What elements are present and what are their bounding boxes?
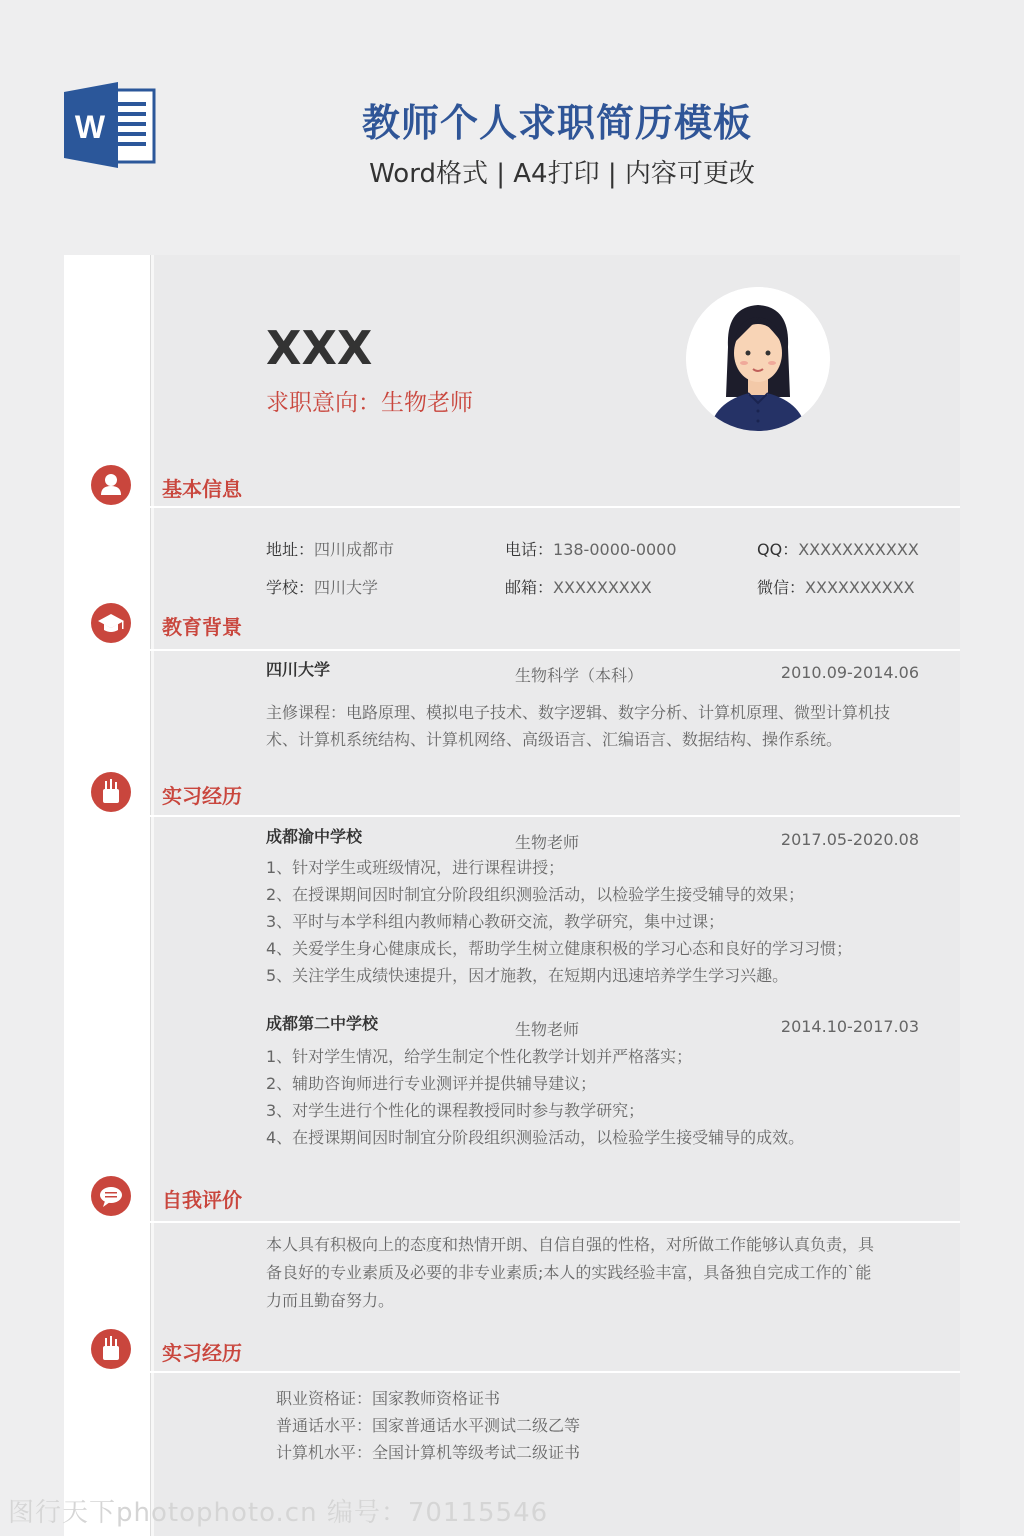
section-rule [64, 815, 960, 817]
section-self-eval [64, 1175, 960, 1219]
section-education [64, 602, 960, 646]
qq-field: QQ：XXXXXXXXXXX [757, 540, 919, 559]
job-role: 生物老师 [515, 833, 580, 852]
edu-date: 2010.09-2014.06 [780, 663, 919, 682]
list-item: 计算机水平：全国计算机等级考试二级证书 [276, 1443, 581, 1462]
job-role: 生物老师 [515, 1020, 580, 1039]
section-rule [64, 1221, 960, 1223]
job-org: 成都第二中学校 [266, 1014, 379, 1033]
pencil-cup-icon [91, 1329, 131, 1369]
wechat-field: 微信：XXXXXXXXXX [757, 578, 915, 597]
edu-school: 四川大学 [266, 660, 331, 679]
section-title: 自我评价 [162, 1188, 242, 1212]
pencil-cup-icon [91, 772, 131, 812]
person-icon [91, 465, 131, 505]
list-item: 职业资格证：国家教师资格证书 [276, 1389, 501, 1408]
watermark: 图行天下photophoto.cn 编号：70115546 [8, 1498, 549, 1528]
resume-paper [64, 255, 960, 1536]
candidate-name: XXX [266, 321, 373, 375]
section-title: 实习经历 [162, 784, 242, 808]
avatar [686, 287, 830, 431]
job-duties: 1、针对学生情况，给学生制定个性化教学计划并严格落实； 2、辅助咨询师进行专业测评并提供辅导建议； 3、对学生进行个性化的课程教授同时参与教学研究； 4、在授课期间因时制宜分阶段组织测验活动，以检验学生接受辅导的成效。 [266, 1047, 805, 1147]
phone-field: 电话：138-0000-0000 [505, 540, 677, 559]
section-certificates [64, 1328, 960, 1372]
chat-bubble-icon [91, 1176, 131, 1216]
page-subtitle: Word格式 | A4打印 | 内容可更改 [369, 159, 755, 189]
graduation-cap-icon [91, 603, 131, 643]
section-rule [64, 1371, 960, 1373]
email-field: 邮箱：XXXXXXXXX [505, 578, 652, 597]
certificates-list [276, 1385, 876, 1466]
self-eval-text: 本人具有积极向上的态度和热情开朗、自信自强的性格，对所做工作能够认真负责，具 备良好的专业素质及必要的非专业素质;本人的实践经验丰富，具备独自完成工作的`能 力而且勤奋努力。 [266, 1235, 875, 1310]
svg-text:W: W [74, 109, 106, 145]
edu-courses: 主修课程：电路原理、模拟电子技术、数字逻辑、数字分析、计算机原理、微型计算机技 术、计算机系统结构、计算机网络、高级语言、汇编语言、数据结构、操作系统。 [266, 703, 891, 749]
list-item: 普通话水平：国家普通话水平测试二级乙等 [276, 1416, 581, 1435]
section-title: 教育背景 [162, 615, 242, 639]
job-org: 成都渝中学校 [266, 827, 363, 846]
job-date: 2017.05-2020.08 [780, 830, 919, 849]
address-field: 地址：四川成都市 [266, 540, 395, 559]
section-title: 实习经历 [162, 1341, 242, 1365]
page-title: 教师个人求职简历模板 [361, 101, 752, 145]
school-field: 学校：四川大学 [266, 578, 379, 597]
section-rule [64, 506, 960, 508]
section-rule [64, 649, 960, 651]
job-duties: 1、针对学生或班级情况，进行课程讲授； 2、在授课期间因时制宜分阶段组织测验活动，以检验学生接受辅导的效果； 3、平时与本学科组内教师精心教研交流，教学研究，集中过课； 4、关爱学生身心健康成长，帮助学生树立健康积极的学习心态和良好的学习习惯； 5、关注学生成绩快速提升，因才施教，在短期内迅速培养学生学习兴趣。 [266, 858, 853, 985]
job-date: 2014.10-2017.03 [780, 1017, 919, 1036]
job-intent: 求职意向：生物老师 [266, 390, 473, 416]
section-internship [64, 771, 960, 815]
section-title: 基本信息 [162, 477, 242, 501]
edu-major: 生物科学（本科） [515, 666, 644, 685]
section-basic-info [64, 464, 960, 508]
